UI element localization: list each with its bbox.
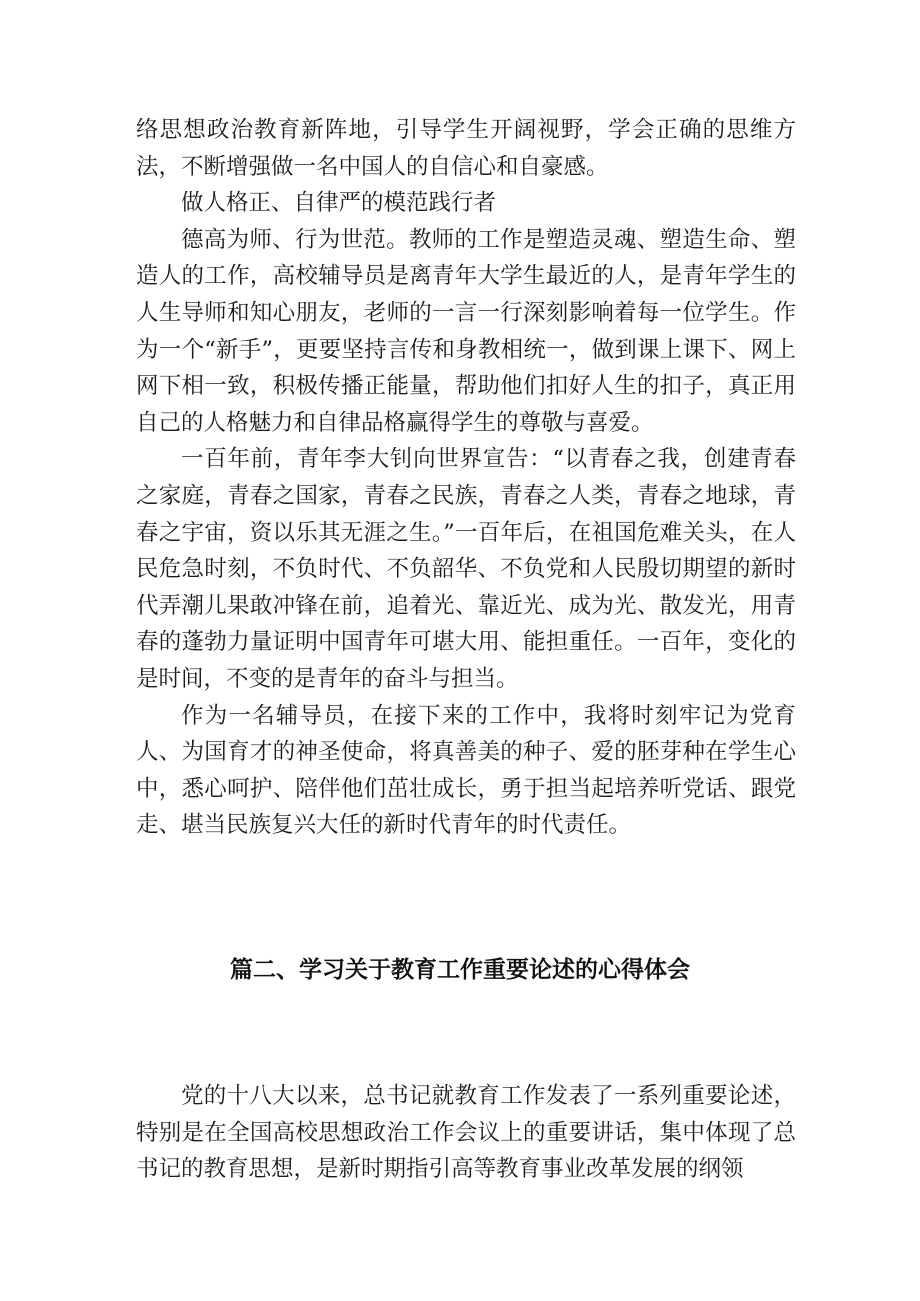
paragraph-continuation: 络思想政治教育新阵地，引导学生开阔视野，学会正确的思维方法，不断增强做一名中国人的自信心和自豪感。 bbox=[136, 117, 796, 180]
paragraph-education-discourse: 党的十八大以来，总书记就教育工作发表了一系列重要论述，特别是在全国高校思想政治工作会议上的重要讲话，集中体现了总书记的教育思想，是新时期指引高等教育事业改革发展的纲领 bbox=[136, 1083, 796, 1183]
subheading-role-model: 做人格正、自律严的模范践行者 bbox=[181, 190, 497, 217]
paragraph-youth-century: 一百年前，青年李大钊向世界宣告：“以青春之我，创建青春之家庭，青春之国家，青春之民族，青春之人类，青春之地球，青春之宇宙，资以乐其无涯之生。”一百年后，在祖国危难关头，在人民危急时刻，不负时代、不负韶华、不负党和人民殷切期望的新时代弄潮儿果敢冲锋在前，追着光、靠近光、成为光、散发光，用青春的蓬勃力量证明中国青年可堪大用、能担重任。一百年，变化的是时间，不变的是青年的奋斗与担当。 bbox=[136, 446, 796, 692]
paragraph-teacher-virtue: 德高为师、行为世范。教师的工作是塑造灵魂、塑造生命、塑造人的工作，高校辅导员是离青年大学生最近的人，是青年学生的人生导师和知心朋友，老师的一言一行深刻影响着每一位学生。作为一个“新手”，更要坚持言传和身教相统一，做到课上课下、网上网下相一致，积极传播正能量，帮助他们扣好人生的扣子，真正用自己的人格魅力和自律品格赢得学生的尊敬与喜爱。 bbox=[136, 226, 796, 436]
paragraph-counselor-mission: 作为一名辅导员，在接下来的工作中，我将时刻牢记为党育人、为国育才的神圣使命，将真善美的种子、爱的胚芽种在学生心中，悉心呵护、陪伴他们茁壮成长，勇于担当起培养听党话、跟党走、堪当民族复兴大任的新时代青年的时代责任。 bbox=[136, 702, 796, 839]
section-heading: 篇二、学习关于教育工作重要论述的心得体会 bbox=[230, 957, 690, 983]
body-text-bottom bbox=[136, 1078, 796, 1188]
body-text-top bbox=[136, 112, 796, 844]
